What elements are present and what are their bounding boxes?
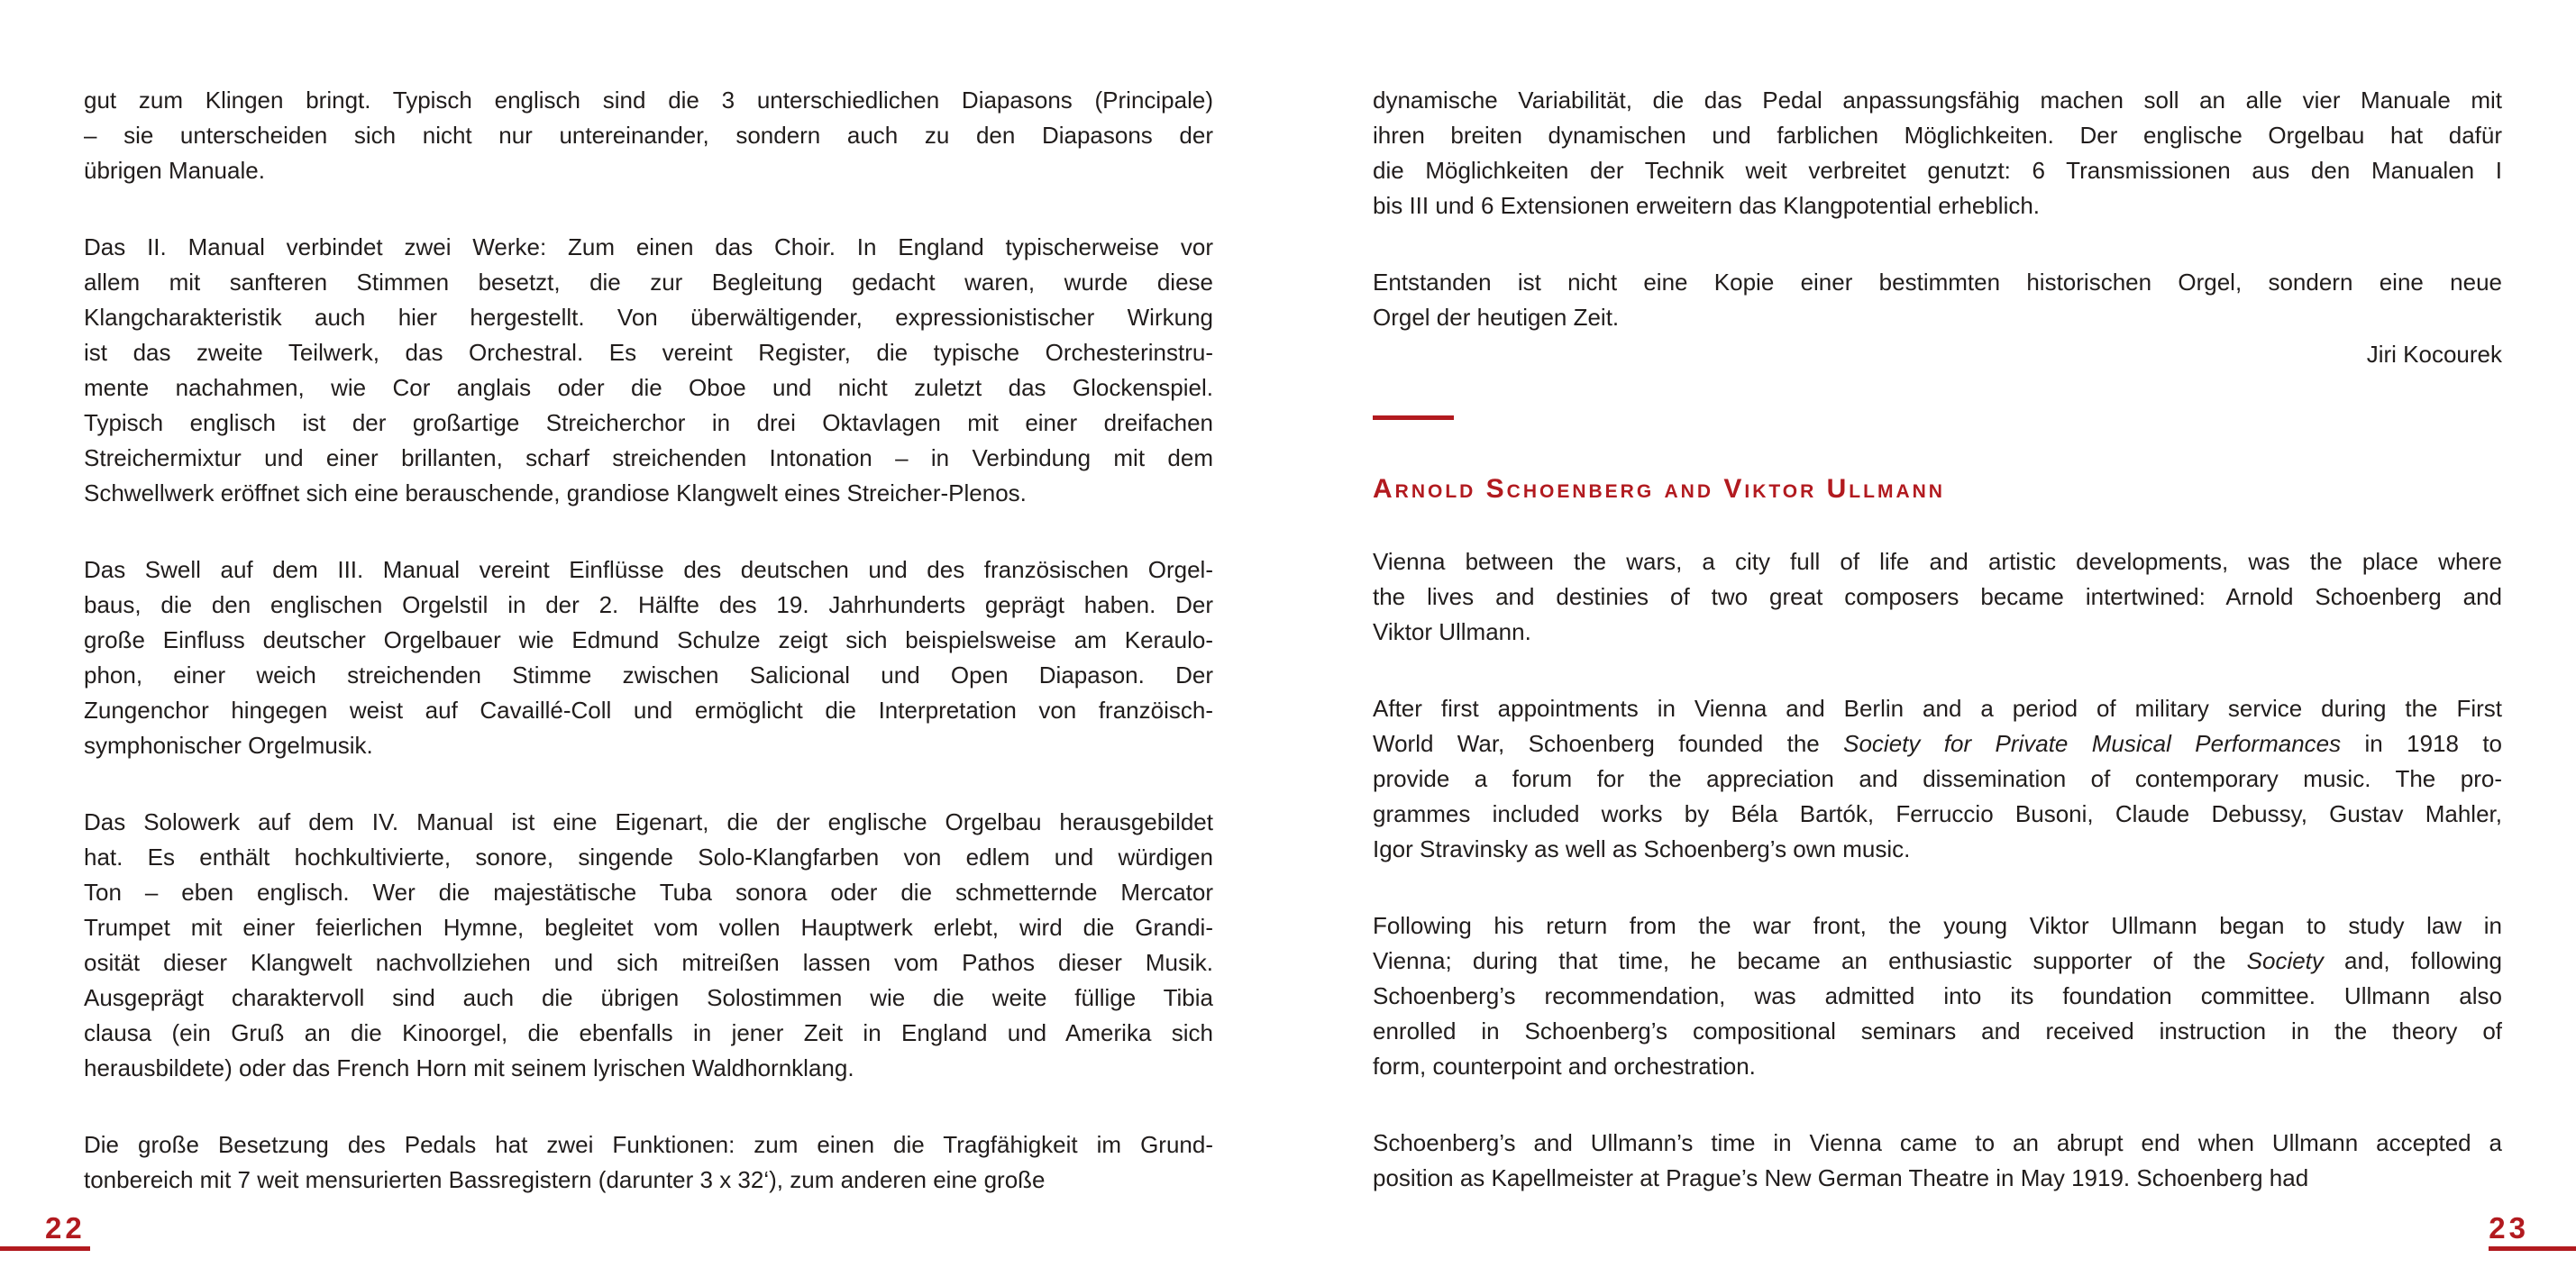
text-line: große Einfluss deutscher Orgelbauer wie Edmund Schulze zeigt sich beispielsweise am Keraulo- bbox=[84, 626, 1213, 653]
page-number: 23 bbox=[2489, 1211, 2529, 1245]
paragraph bbox=[1373, 691, 2502, 867]
page-number: 22 bbox=[45, 1211, 86, 1245]
text-line: Streichermixtur und einer brillanten, scharf streichenden Intonation – in Verbindung mit dem bbox=[84, 444, 1213, 471]
text-line: Ausgeprägt charaktervoll sind auch die übrigen Solostimmen wie die weite füllige Tibia bbox=[84, 984, 1213, 1011]
paragraph bbox=[1373, 1126, 2502, 1196]
text-line: ihren breiten dynamischen und farblichen Möglichkeiten. Der englische Orgelbau hat dafür bbox=[1373, 122, 2502, 149]
text-line: Klangcharakteristik auch hier hergestellt. Von überwältigender, expressionistischer Wirkung bbox=[84, 304, 1213, 331]
text-line: gut zum Klingen bringt. Typisch englisch sind die 3 unterschiedlichen Diapasons (Principale) bbox=[84, 87, 1213, 114]
text-line: hat. Es enthält hochkultivierte, sonore, singende Solo-Klangfarben von edlem und würdigen bbox=[84, 844, 1213, 871]
left-text-column bbox=[84, 83, 1213, 1198]
text-line: übrigen Manuale. bbox=[84, 157, 265, 184]
text-line: After first appointments in Vienna and Berlin and a period of military service during the First bbox=[1373, 695, 2502, 722]
paragraph bbox=[84, 83, 1213, 188]
text-line: Schwellwerk eröffnet sich eine berauschende, grandiose Klangwelt eines Streicher-Plenos. bbox=[84, 479, 1027, 506]
german-conclusion-block bbox=[1373, 83, 2502, 335]
text-line: – sie unterscheiden sich nicht nur untereinander, sondern auch zu den Diapasons der bbox=[84, 122, 1213, 149]
paragraph bbox=[84, 805, 1213, 1086]
paragraph bbox=[84, 1127, 1213, 1198]
text-line: Schoenberg’s recommendation, was admitted into its foundation committee. Ullmann also bbox=[1373, 982, 2502, 1009]
text-line: the lives and destinies of two great composers became intertwined: Arnold Schoenberg and bbox=[1373, 583, 2502, 610]
text-line: Igor Stravinsky as well as Schoenberg’s own music. bbox=[1373, 835, 1911, 862]
text-line: Vienna between the wars, a city full of life and artistic developments, was the place where bbox=[1373, 548, 2502, 575]
paragraph bbox=[1373, 265, 2502, 335]
section-heading: Arnold Schoenberg and Viktor Ullmann bbox=[1373, 474, 1945, 504]
text-line: provide a forum for the appreciation and dissemination of contemporary music. The pro- bbox=[1373, 765, 2502, 792]
paragraph bbox=[1373, 544, 2502, 650]
page-right bbox=[1288, 0, 2576, 1277]
paragraph bbox=[1373, 83, 2502, 223]
text-line: Die große Besetzung des Pedals hat zwei Funktionen: zum einen die Tragfähigkeit im Grund- bbox=[84, 1131, 1213, 1158]
paragraph bbox=[1373, 908, 2502, 1084]
author-signature: Jiri Kocourek bbox=[2366, 341, 2502, 368]
text-line: allem mit sanfteren Stimmen besetzt, die zur Begleitung gedacht waren, wurde diese bbox=[84, 269, 1213, 296]
text-line: Viktor Ullmann. bbox=[1373, 618, 1531, 645]
text-line: clausa (ein Gruß an die Kinoorgel, die ebenfalls in jener Zeit in England und Amerika sich bbox=[84, 1019, 1213, 1046]
text-line: die Möglichkeiten der Technik weit verbreitet genutzt: 6 Transmissionen aus den Manualen I bbox=[1373, 157, 2502, 184]
text-line: Schoenberg’s and Ullmann’s time in Vienna came to an abrupt end when Ullmann accepted a bbox=[1373, 1129, 2502, 1156]
paragraph bbox=[84, 230, 1213, 511]
text-line: Entstanden ist nicht eine Kopie einer bestimmten historischen Orgel, sondern eine neue bbox=[1373, 269, 2502, 296]
text-line: osität dieser Klangwelt nachvollziehen und sich mitreißen lassen vom Pathos dieser Musik. bbox=[84, 949, 1213, 976]
text-line: Typisch englisch ist der großartige Streicherchor in drei Oktavlagen mit einer dreifachen bbox=[84, 409, 1213, 436]
text-line: Vienna; during that time, he became an enthusiastic supporter of the Society and, following bbox=[1373, 947, 2502, 974]
text-line: position as Kapellmeister at Prague’s New German Theatre in May 1919. Schoenberg had bbox=[1373, 1164, 2309, 1191]
text-line: herausbildete) oder das French Horn mit seinem lyrischen Waldhornklang. bbox=[84, 1054, 854, 1081]
text-line: dynamische Variabilität, die das Pedal anpassungsfähig machen soll an alle vier Manuale mit bbox=[1373, 87, 2502, 114]
text-line: Trumpet mit einer feierlichen Hymne, begleitet vom vollen Hauptwerk erlebt, wird die Grandi- bbox=[84, 914, 1213, 941]
text-line: Das II. Manual verbindet zwei Werke: Zum einen das Choir. In England typischerweise vor bbox=[84, 233, 1213, 260]
text-line: form, counterpoint and orchestration. bbox=[1373, 1053, 1756, 1080]
text-line: Zungenchor hingegen weist auf Cavaillé-Coll und ermöglicht die Interpretation von franzöisch- bbox=[84, 697, 1213, 724]
text-line: World War, Schoenberg founded the Society for Private Musical Performances in 1918 to bbox=[1373, 730, 2503, 757]
text-line: tonbereich mit 7 weit mensurierten Bassregistern (darunter 3 x 32‘), zum anderen eine große bbox=[84, 1166, 1046, 1193]
page-number-underline bbox=[2489, 1246, 2576, 1251]
text-line: mente nachahmen, wie Cor anglais oder die Oboe und nicht zuletzt das Glockenspiel. bbox=[84, 374, 1213, 401]
text-line: enrolled in Schoenberg’s compositional seminars and received instruction in the theory of bbox=[1373, 1017, 2502, 1044]
text-line: baus, die den englischen Orgelstil in der 2. Hälfte des 19. Jahrhunderts geprägt haben. Der bbox=[84, 591, 1213, 618]
paragraph bbox=[84, 552, 1213, 763]
text-line: ist das zweite Teilwerk, das Orchestral. Es vereint Register, die typische Orchesterinstru- bbox=[84, 339, 1213, 366]
english-section-body bbox=[1373, 544, 2502, 1196]
text-line: Following his return from the war front, the young Viktor Ullmann began to study law in bbox=[1373, 912, 2502, 939]
text-line: Orgel der heutigen Zeit. bbox=[1373, 304, 1620, 331]
text-line: Ton – eben englisch. Wer die majestätische Tuba sonora oder die schmetternde Mercator bbox=[84, 879, 1213, 906]
text-line: phon, einer weich streichenden Stimme zwischen Salicional und Open Diapason. Der bbox=[84, 661, 1213, 689]
text-line: grammes included works by Béla Bartók, Ferruccio Busoni, Claude Debussy, Gustav Mahler, bbox=[1373, 800, 2502, 827]
right-text-column bbox=[1373, 83, 2502, 1196]
text-line: bis III und 6 Extensionen erweitern das Klangpotential erheblich. bbox=[1373, 192, 2041, 219]
text-line: symphonischer Orgelmusik. bbox=[84, 732, 373, 759]
text-line: Das Solowerk auf dem IV. Manual ist eine Eigenart, die der englische Orgelbau herausgebildet bbox=[84, 808, 1213, 835]
section-divider-rule bbox=[1373, 415, 1454, 420]
page-number-underline bbox=[0, 1246, 90, 1251]
text-line: Das Swell auf dem III. Manual vereint Einflüsse des deutschen und des französischen Orgel- bbox=[84, 556, 1213, 583]
